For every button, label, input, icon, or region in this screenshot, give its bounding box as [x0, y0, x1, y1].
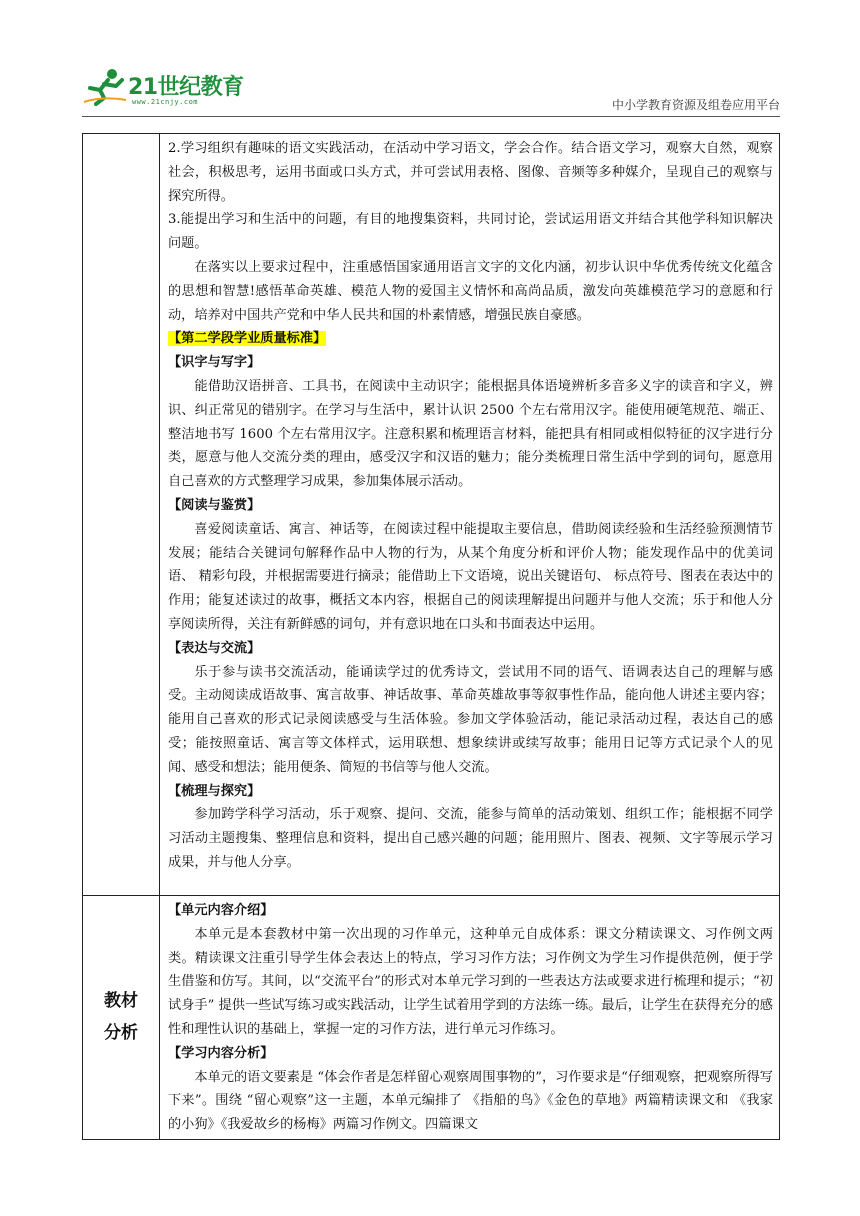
label-line: 教材 — [104, 991, 138, 1012]
label-line: 分析 — [104, 1023, 138, 1044]
section-heading: 【阅读与鉴赏】 — [168, 497, 261, 513]
quality-standard-heading — [168, 327, 773, 351]
content-table — [82, 133, 780, 1140]
section-text: 能借助汉语拼音、工具书，在阅读中主动识字；能根据具体语境辨析多音多义字的读音和字义，辨识、纠正常见的错别字。在学习与生活中，累计认识 2500 个左右常用汉字。能使用硬笔规范、端正、 整洁地书写 1600 个左右常用汉字。注意积累和梳理语言材料，能把具有相同或相似特征的汉字进行分类，愿意与他人交流分类的理由，感受汉字和汉语的魅力；能分类梳理日常生活中学到的词句，愿意用自己喜欢的方式整理学习成果，参加集体展示活动。 — [168, 378, 773, 490]
row-label — [83, 896, 160, 1140]
runner-logo-icon — [82, 66, 128, 106]
paragraph: 2.学习组织有趣味的语文实践活动，在活动中学习语文，学会合作。结合语文学习，观察大自然，观察社会，积极思考，运用书面或口头方式，并可尝试用表格、图像、音频等多种媒介，呈现自己的观察与探究所得。 — [168, 141, 773, 204]
paragraph: 3.能提出学习和生活中的问题，有目的地搜集资料，共同讨论，尝试运用语文并结合其他学科知识解决问题。 — [168, 212, 773, 252]
section-heading: 【单元内容介绍】 — [168, 903, 274, 918]
section-heading: 【梳理与探究】 — [168, 783, 261, 799]
table-row — [83, 896, 780, 1140]
section-text: 本单元的语文要素是 “体会作者是怎样留心观察周围事物的”，习作要求是“仔细观察，把观察所得写下来”。围绕 “留心观察”这一主题，本单元编排了 《指船的鸟》《金色的草地》两篇精读课文和 《我家的小狗》《我爱故乡的杨梅》两篇习作例文。四篇课文 — [168, 1069, 773, 1133]
section-heading: 【识字与写字】 — [168, 355, 261, 371]
section-text: 乐于参与读书交流活动，能诵读学过的优秀诗文，尝试用不同的语气、语调表达自己的理解与感受。主动阅读成语故事、寓言故事、神话故事、革命英雄故事等叙事性作品，能向他人讲述主要内容；能用自己喜欢的形式记录阅读感受与生活体验。参加文学体验活动，能记录活动过程，表达自己的感受；能按照童话、寓言等文体样式，运用联想、想象续讲或续写故事；能用日记等方式记录个人的见闻、感受和想法；能用便条、简短的书信等与他人交流。 — [168, 664, 773, 775]
standards-cell — [160, 134, 780, 896]
section-text: 参加跨学科学习活动，乐于观察、提问、交流，能参与简单的活动策划、组织工作；能根据不同学习活动主题搜集、整理信息和资料，提出自己感兴趣的问题；能用照片、图表、视频、文字等展示学习成果，并与他人分享。 — [168, 807, 773, 870]
logo-text: 21世纪教育 — [128, 75, 244, 100]
logo — [82, 66, 252, 110]
section-text: 本单元是本套教材中第一次出现的习作单元，这种单元自成体系：课文分精读课文、习作例文两类。精读课文注重引导学生体会表达上的特点，学习习作方法；习作例文为学生习作提供范例，便于学生借鉴和仿写。其间，以“交流平台”的形式对本单元学习到的一些表达方法或要求进行梳理和提示；“初试身手” 提供一些试写练习或实践活动，让学生试着用学到的方法练一练。最后，让学生在获得充分的感性和理性认识的基础上，掌握一定的习作方法，进行单元习作练习。 — [168, 926, 773, 1037]
highlighted-heading: 【第二学段学业质量标准】 — [168, 331, 327, 347]
platform-name: 中小学教育资源及组卷应用平台 — [611, 98, 780, 112]
section-heading: 【表达与交流】 — [168, 640, 261, 656]
section-text: 喜爱阅读童话、寓言、神话等，在阅读过程中能提取主要信息，借助阅读经验和生活经验预测情节发展；能结合关键词句解释作品中人物的行为，从某个角度分析和评价人物；能发现作品中的优美词语、 精彩句段，并根据需要进行摘录；能借助上下文语境，说出关键语句、 标点符号、图表在表达中的作用；能复述读过的故事，概括文本内容，根据自己的阅读理解提出问题并与他人交流；乐于和他人分享阅读所得，关注有新鲜感的词句，并有意识地在口头和书面表达中运用。 — [168, 521, 773, 632]
paragraph: 在落实以上要求过程中，注重感悟国家通用语言文字的文化内涵，初步认识中华优秀传统文化蕴含的思想和智慧!感悟革命英雄、模范人物的爱国主义情怀和高尚品质，激发向英雄模范学习的意愿和行动，培养对中国共产党和中华人民共和国的朴素情感，增强民族自豪感。 — [168, 259, 773, 323]
table-row — [83, 134, 780, 896]
textbook-analysis-label — [83, 985, 159, 1049]
row-label-empty — [83, 134, 160, 896]
analysis-cell — [160, 896, 780, 1140]
section-heading: 【学习内容分析】 — [168, 1045, 274, 1061]
logo-url: www.21cnjy.com — [132, 98, 199, 106]
header-divider — [82, 116, 780, 117]
page-header — [82, 60, 780, 118]
